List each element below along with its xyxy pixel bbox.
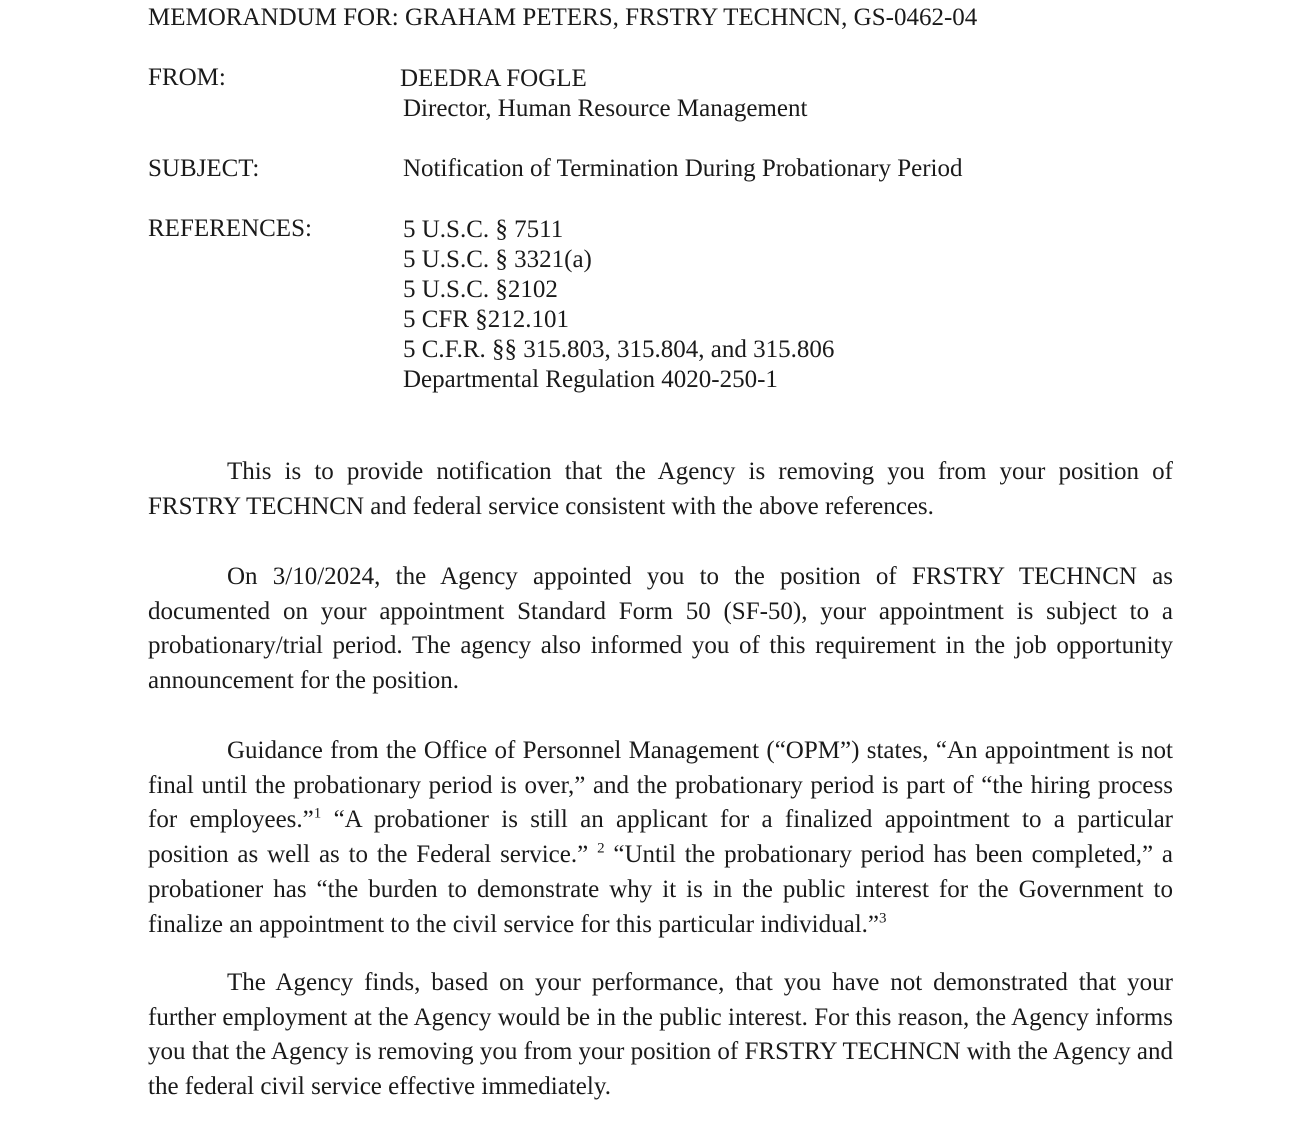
- footnote-marker-1: 1: [313, 806, 322, 823]
- reference-item: 5 CFR §212.101: [403, 306, 570, 333]
- footnote-marker-2: 2: [597, 840, 605, 857]
- reference-item: 5 U.S.C. §2102: [403, 276, 558, 303]
- opm-guidance-text-1: Guidance from the Office of Personnel Management (“OPM”) states, “An appointment is not final until the probationary period is over,” and the probationary period is part of “the hiring process for employees.”: [148, 737, 1173, 834]
- from-block: [400, 64, 807, 124]
- paragraph-finding: The Agency finds, based on your performance, that you have not demonstrated that your further employment at the Agency would be in the public interest. For this reason, the Agency informs you that the Agency is removing you from your position of FRSTRY TECHNCN with the Agency and the federal civil service effective immediately.: [148, 969, 1173, 1101]
- reference-item: Departmental Regulation 4020-250-1: [403, 366, 778, 393]
- opm-guidance-text-2: “A probationer is still an applicant for a finalized appointment to a particular position as well as to the Federal service.”: [148, 806, 1174, 869]
- subject-text: Notification of Termination During Probationary Period: [403, 155, 963, 182]
- reference-item: 5 C.F.R. §§ 315.803, 315.804, and 315.806: [403, 336, 835, 363]
- from-label: FROM:: [148, 64, 226, 91]
- paragraph-notification: This is to provide notification that the Agency is removing you from your position of FRSTRY TECHNCN and federal service consistent with the above references.: [148, 458, 1173, 520]
- paragraph-opm-guidance: [148, 734, 1173, 942]
- subject-label: SUBJECT:: [148, 155, 260, 182]
- reference-item: 5 U.S.C. § 3321(a): [403, 246, 592, 273]
- memorandum-for-line: MEMORANDUM FOR: GRAHAM PETERS, FRSTRY TECHNCN, GS-0462-04: [148, 4, 978, 31]
- opm-guidance-text-3: “Until the probationary period has been completed,” a probationer has “the burden to demonstrate why it is in the public interest for the Government to finalize an appointment to the civil service for this particular individual.”: [148, 841, 1173, 938]
- footnote-marker-3: 3: [879, 910, 887, 927]
- from-title: Director, Human Resource Management: [403, 95, 808, 122]
- references-label: REFERENCES:: [148, 215, 312, 242]
- paragraph-appointment: On 3/10/2024, the Agency appointed you to the position of FRSTRY TECHNCN as documented on your appointment Standard Form 50 (SF-50), your appointment is subject to a probationary/trial period. The agency also informed you of this requirement in the job opportunity announcement for the position.: [148, 563, 1173, 695]
- reference-item: 5 U.S.C. § 7511: [403, 216, 564, 243]
- from-name: DEEDRA FOGLE: [400, 65, 587, 92]
- references-list: [403, 215, 834, 395]
